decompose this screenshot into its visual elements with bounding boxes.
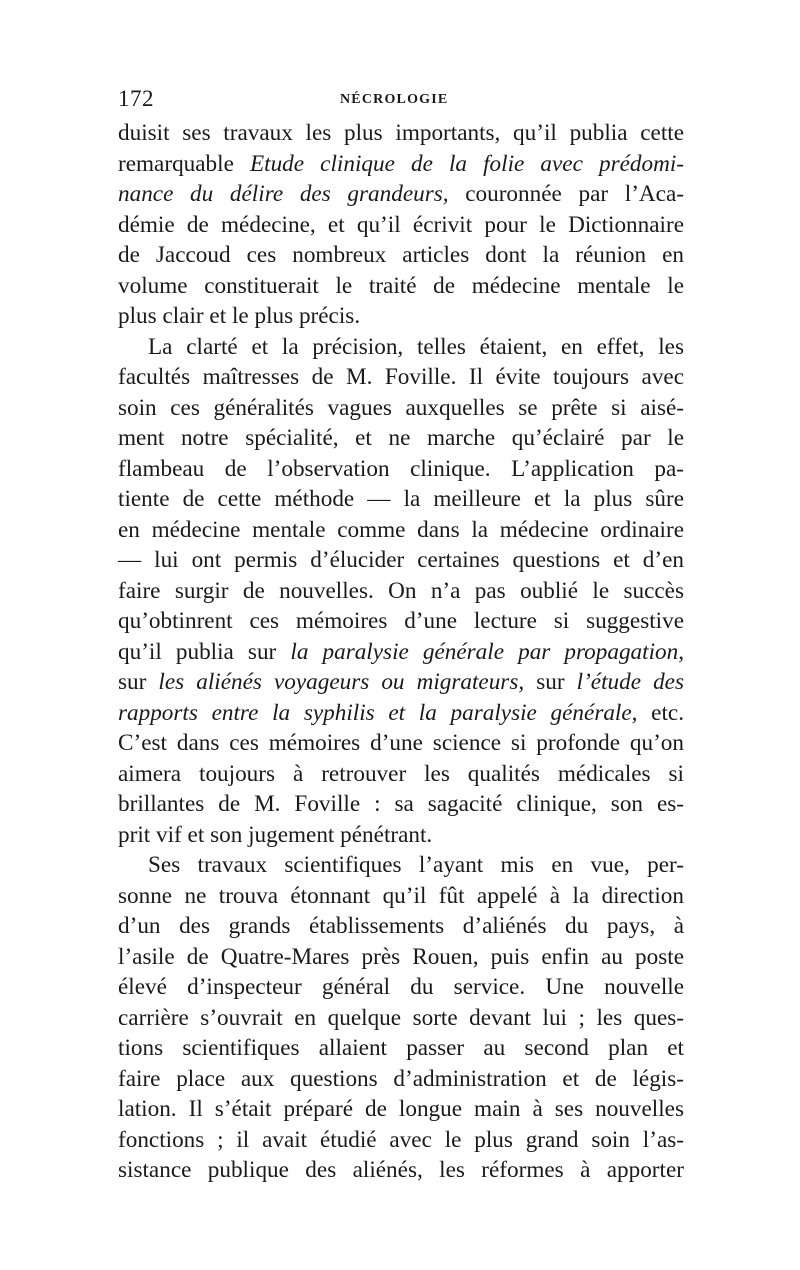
text-line — [118, 698, 684, 729]
text-line — [118, 393, 684, 424]
line-text: La clarté et la précision, telles étaient, en effet, les — [148, 334, 684, 360]
text-line — [118, 1064, 684, 1095]
text-line — [118, 149, 684, 180]
line-text: faire surgir de nouvelles. On n’a pas oublié le succès — [118, 578, 684, 604]
text-line — [118, 637, 684, 668]
line-text: brillantes de M. Foville : sa sagacité clinique, son es- — [118, 791, 684, 817]
text-line — [118, 118, 684, 149]
line-text: qu’obtinrent ces mémoires d’une lecture si suggestive — [118, 608, 684, 634]
italic-title-text: les aliénés voyageurs ou migrateurs, — [158, 669, 525, 695]
line-text: sur — [524, 669, 577, 695]
line-text: soin ces généralités vagues auxquelles se prête si aisé- — [118, 395, 684, 421]
line-text: élevé d’inspecteur général du service. Une nouvelle — [118, 974, 684, 1000]
page-header — [118, 86, 684, 116]
line-text: plus clair et le plus précis. — [118, 303, 361, 329]
line-text: carrière s’ouvrait en quelque sorte devant lui ; les ques- — [118, 1005, 684, 1031]
text-line — [118, 1125, 684, 1156]
line-text: tiente de cette méthode — la meilleure et la plus sûre — [118, 486, 684, 512]
line-text: C’est dans ces mémoires d’une science si profonde qu’on — [118, 730, 684, 756]
text-line — [118, 1003, 684, 1034]
text-line — [118, 820, 684, 851]
italic-title-text: l’étude des — [576, 669, 684, 695]
line-text: faire place aux questions d’administration et de légis- — [118, 1066, 684, 1092]
text-line — [118, 210, 684, 241]
text-line — [118, 728, 684, 759]
text-line — [118, 942, 684, 973]
text-line — [148, 332, 684, 363]
line-text: duisit ses travaux les plus importants, qu’il publia cette — [118, 120, 684, 146]
text-line — [118, 789, 684, 820]
text-line — [118, 515, 684, 546]
line-text: facultés maîtresses de M. Foville. Il évite toujours avec — [118, 364, 684, 390]
text-line — [118, 667, 684, 698]
line-text: ment notre spécialité, et ne marche qu’éclairé par le — [118, 425, 684, 451]
text-line — [118, 545, 684, 576]
text-line — [118, 362, 684, 393]
text-line — [118, 423, 684, 454]
line-text: sur — [118, 669, 159, 695]
line-text: flambeau de l’observation clinique. L’application pa- — [118, 456, 684, 482]
line-text: démie de médecine, et qu’il écrivit pour le Dictionnaire — [118, 212, 684, 238]
line-text: sonne ne trouva étonnant qu’il fût appelé à la direction — [118, 883, 684, 909]
line-text: lation. Il s’était préparé de longue main à ses nouvelles — [118, 1096, 684, 1122]
text-line — [118, 759, 684, 790]
line-text: prit vif et son jugement pénétrant. — [118, 822, 433, 848]
text-line — [118, 1155, 684, 1186]
line-text: tions scientifiques allaient passer au second plan et — [118, 1035, 684, 1061]
text-line — [118, 576, 684, 607]
italic-title-text: Etude clinique de la folie avec prédomi- — [249, 151, 684, 177]
line-text: etc. — [637, 700, 684, 726]
text-line — [118, 179, 684, 210]
line-text: — lui ont permis d’élucider certaines questions et d’en — [118, 547, 684, 573]
line-text: de Jaccoud ces nombreux articles dont la réunion en — [118, 242, 684, 268]
text-line — [118, 484, 684, 515]
line-text: fonctions ; il avait étudié avec le plus grand soin l’as- — [118, 1127, 684, 1153]
text-line — [118, 240, 684, 271]
text-line — [118, 1033, 684, 1064]
italic-title-text: nance du délire des grandeurs, — [118, 181, 449, 207]
line-text: Ses travaux scientifiques l’ayant mis en vue, per- — [148, 852, 684, 878]
line-text: d’un des grands établissements d’aliénés du pays, à — [118, 913, 684, 939]
italic-title-text: rapports entre la syphilis et la paralysie générale, — [118, 700, 638, 726]
text-line — [118, 911, 684, 942]
line-text: sistance publique des aliénés, les réformes à apporter — [118, 1157, 684, 1183]
text-line — [118, 301, 684, 332]
running-head: NÉCROLOGIE — [340, 92, 449, 107]
text-line — [118, 271, 684, 302]
line-text: qu’il publia sur — [118, 639, 291, 665]
text-line — [148, 850, 684, 881]
text-line — [118, 606, 684, 637]
text-line — [118, 881, 684, 912]
text-line — [118, 972, 684, 1003]
line-text: couronnée par l’Aca- — [448, 181, 684, 207]
page-number: 172 — [118, 86, 154, 111]
italic-title-text: la paralysie générale par propagation, — [290, 639, 685, 665]
line-text: en médecine mentale comme dans la médecine ordinaire — [118, 517, 684, 543]
line-text: remarquable — [118, 151, 250, 177]
text-line — [118, 454, 684, 485]
line-text: l’asile de Quatre-Mares près Rouen, puis enfin au poste — [118, 944, 684, 970]
line-text: volume constituerait le traité de médecine mentale le — [118, 273, 684, 299]
line-text: aimera toujours à retrouver les qualités médicales si — [118, 761, 684, 787]
text-line — [118, 1094, 684, 1125]
